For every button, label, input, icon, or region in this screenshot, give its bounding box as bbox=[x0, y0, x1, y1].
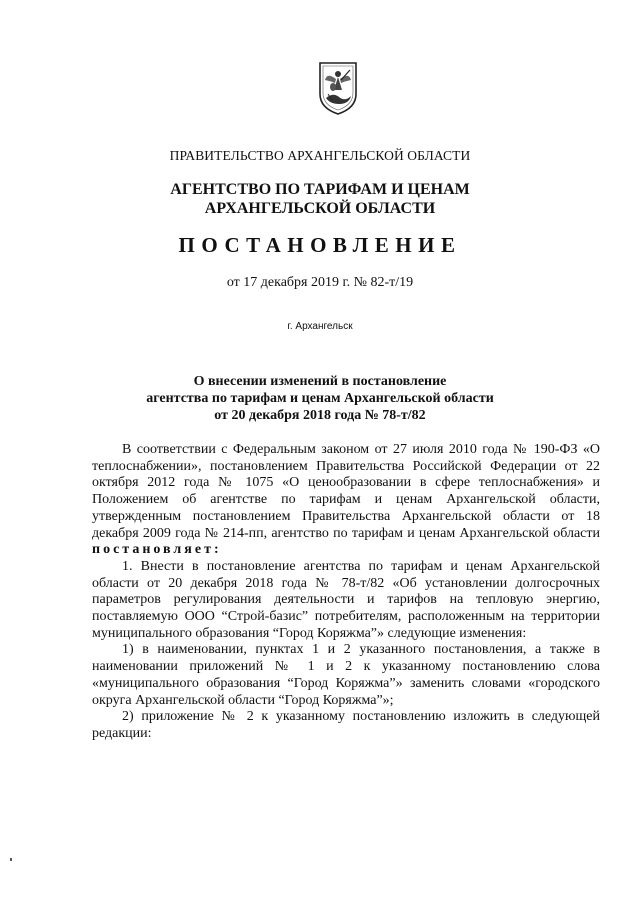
document-subject bbox=[0, 373, 640, 424]
paragraph-item-1: 1. Внести в постановление агентства по тарифам и ценам Архангельской области от 20 декабря 2018 года № 78-т/82 «Об установлении долгосрочных параметров регулирования деятельности и тарифов на тепловую энергию, поставляемую ООО “Строй-базис” потребителям, расположенным на территории муниципального образования “Город Коряжма”» следующие изменения: bbox=[92, 558, 600, 641]
document-city: г. Архангельск bbox=[287, 321, 353, 332]
scan-speck bbox=[10, 858, 12, 861]
agency-name bbox=[0, 180, 640, 218]
agency-name-line1: АГЕНТСТВО ПО ТАРИФАМ И ЦЕНАМ bbox=[170, 181, 470, 198]
coat-of-arms-icon bbox=[317, 60, 359, 116]
subject-line1: О внесении изменений в постановление bbox=[193, 374, 447, 389]
paragraph-subitem-2: 2) приложение № 2 к указанному постановлению изложить в следующей редакции: bbox=[92, 709, 600, 741]
subject-line3: от 20 декабря 2018 года № 78-т/82 bbox=[214, 408, 426, 423]
government-name: ПРАВИТЕЛЬСТВО АРХАНГЕЛЬСКОЙ ОБЛАСТИ bbox=[169, 148, 471, 163]
subject-line2: агентства по тарифам и ценам Архангельской области bbox=[146, 391, 494, 406]
agency-name-line2: АРХАНГЕЛЬСКОЙ ОБЛАСТИ bbox=[204, 200, 436, 217]
document-type: ПОСТАНОВЛЕНИЕ bbox=[178, 233, 462, 257]
document-body bbox=[92, 442, 600, 743]
decree-word: постановляет: bbox=[92, 542, 222, 558]
document-date-number: от 17 декабря 2019 г. № 82-т/19 bbox=[226, 275, 414, 290]
preamble-paragraph bbox=[92, 442, 600, 559]
preamble-text: В соответствии с Федеральным законом от 27 июля 2010 года № 190-ФЗ «О теплоснабжении», постановлением Правительства Российской Федерации от 22 октября 2012 года № 1075 «О ценообразовании в сфере теплоснабжения» и Положением об агентстве по тарифам и ценам Архангельской области, утвержденным постановлением Правительства Архангельской области от 18 декабря 2009 года № 214-пп, агентство по тарифам и ценам Архангельской области bbox=[92, 442, 600, 541]
paragraph-subitem-1: 1) в наименовании, пунктах 1 и 2 указанного постановления, а также в наименовании приложений № 1 и 2 к указанному постановлению слова «муниципального образования “Город Коряжма”» заменить словами «городского округа Архангельской области “Город Коряжма”»; bbox=[92, 642, 600, 708]
